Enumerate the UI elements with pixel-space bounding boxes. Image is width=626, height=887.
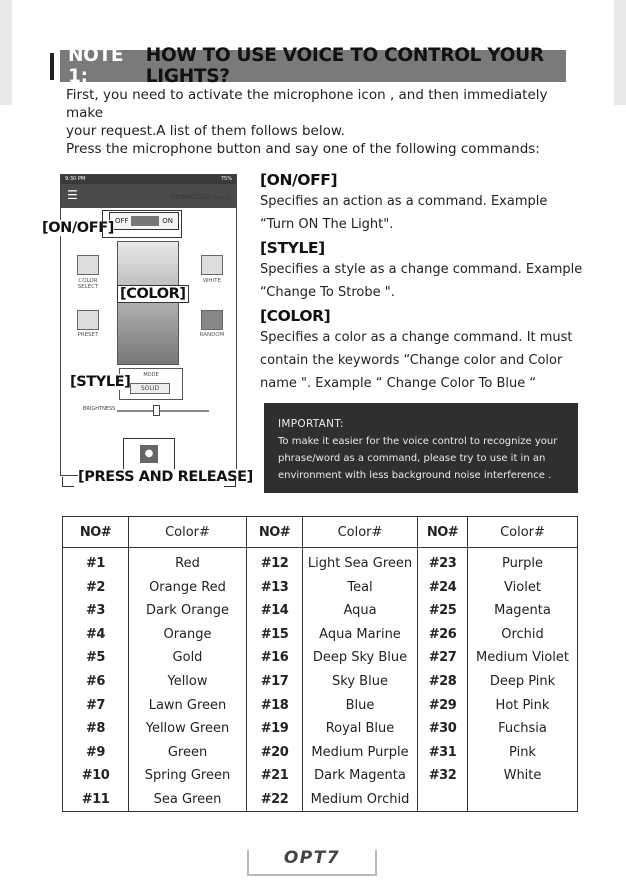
color-name-cell: White xyxy=(468,764,578,788)
phone-mic-button xyxy=(123,438,175,470)
color-number-cell: #14 xyxy=(247,599,303,623)
color-number-cell: #32 xyxy=(418,764,468,788)
color-name-cell: Deep Sky Blue xyxy=(303,646,418,670)
color-number-cell: #29 xyxy=(418,693,468,717)
color-name-cell xyxy=(468,787,578,811)
color-name-cell: Pink xyxy=(468,740,578,764)
callout-on-off: [ON/OFF] xyxy=(42,220,114,236)
color-number-cell: #18 xyxy=(247,693,303,717)
color-table-body xyxy=(63,548,578,812)
table-row xyxy=(63,670,578,694)
color-name-cell: Yellow xyxy=(129,670,247,694)
color-name-cell: Gold xyxy=(129,646,247,670)
callout-style: [STYLE] xyxy=(70,374,131,390)
important-line-2: phrase/word as a command, please try to use it in an xyxy=(278,453,546,464)
color-number-cell: #15 xyxy=(247,623,303,647)
callout-press-frame-left xyxy=(62,477,74,487)
command-on-off-line-2: “Turn ON The Light". xyxy=(260,217,394,232)
phone-color-panel xyxy=(117,241,179,365)
color-name-cell: Purple xyxy=(468,548,578,576)
color-name-cell: Medium Violet xyxy=(468,646,578,670)
color-number-cell: #7 xyxy=(86,697,105,713)
color-number-cell: #3 xyxy=(86,603,105,619)
command-on-off-line-1: Specifies an action as a command. Example xyxy=(260,194,548,209)
command-explanations xyxy=(260,170,590,397)
header-color-2: Color# xyxy=(303,517,418,548)
phone-status-bar xyxy=(61,175,236,184)
preset-icon xyxy=(77,310,99,330)
color-name-cell: Orchid xyxy=(468,623,578,647)
command-color-heading: [COLOR] xyxy=(260,307,331,325)
table-row xyxy=(63,646,578,670)
phone-brightness-label: BRIGHTNESS xyxy=(83,406,116,412)
color-select-icon xyxy=(77,255,99,275)
phone-solid-label: SOLID xyxy=(130,383,170,394)
color-number-cell: #26 xyxy=(418,623,468,647)
color-name-cell: Lawn Green xyxy=(129,693,247,717)
header-color-3: Color# xyxy=(468,517,578,548)
section-title xyxy=(60,45,566,87)
color-number-cell: #11 xyxy=(81,791,110,807)
color-number-cell: #25 xyxy=(418,599,468,623)
phone-mode-label: MODE xyxy=(143,372,159,378)
random-label: RANDOM xyxy=(199,332,225,338)
white-icon xyxy=(201,255,223,275)
white-label: WHITE xyxy=(202,278,222,284)
color-name-cell: Spring Green xyxy=(129,764,247,788)
color-name-cell: Sea Green xyxy=(129,787,247,811)
command-style-heading: [STYLE] xyxy=(260,239,325,257)
command-style-line-2: “Change To Strobe ". xyxy=(260,285,395,300)
color-name-cell: Medium Purple xyxy=(303,740,418,764)
color-number-cell: #9 xyxy=(86,744,105,760)
command-color-line-2: contain the keywords “Change color and Color xyxy=(260,353,563,368)
command-color xyxy=(260,306,590,395)
table-row xyxy=(63,548,578,576)
microphone-icon: ● xyxy=(140,445,158,463)
intro-text xyxy=(66,86,586,158)
color-name-cell: Medium Orchid xyxy=(303,787,418,811)
color-name-cell: Royal Blue xyxy=(303,717,418,741)
table-row xyxy=(63,599,578,623)
color-name-cell: Deep Pink xyxy=(468,670,578,694)
title-marker xyxy=(50,53,54,80)
color-number-cell: #27 xyxy=(418,646,468,670)
color-name-cell: Blue xyxy=(303,693,418,717)
table-row xyxy=(63,764,578,788)
table-row xyxy=(63,740,578,764)
important-notice xyxy=(264,403,578,493)
color-number-cell: #4 xyxy=(86,626,105,642)
phone-battery: 75% xyxy=(220,176,232,182)
table-row xyxy=(63,787,578,811)
color-number-cell: #22 xyxy=(247,787,303,811)
color-number-cell: #6 xyxy=(86,674,105,690)
color-name-cell: Red xyxy=(129,548,247,576)
color-table xyxy=(62,516,578,812)
color-name-cell: Orange Red xyxy=(129,576,247,600)
color-name-cell: Dark Orange xyxy=(129,599,247,623)
important-line-1: To make it easier for the voice control to recognize your xyxy=(278,436,558,447)
color-number-cell: #10 xyxy=(81,768,110,784)
color-name-cell: Sky Blue xyxy=(303,670,418,694)
header-color-1: Color# xyxy=(129,517,247,548)
phone-off-label: OFF xyxy=(115,217,129,225)
command-style-line-1: Specifies a style as a change command. Example xyxy=(260,262,583,277)
color-name-cell: Light Sea Green xyxy=(303,548,418,576)
color-number-cell: #8 xyxy=(86,721,105,737)
intro-line-2: your request.A list of them follows below. xyxy=(66,123,345,139)
phone-connected-label: CONNECTED ○—○ xyxy=(171,194,230,201)
phone-time: 9:30 PM xyxy=(65,176,86,182)
color-number-cell: #23 xyxy=(418,548,468,576)
header-no-1: NO# xyxy=(63,517,129,548)
color-number-cell: #1 xyxy=(86,556,105,572)
important-heading: IMPORTANT: xyxy=(278,418,344,430)
slider-knob-icon xyxy=(153,405,160,416)
phone-brightness-slider xyxy=(117,410,209,412)
header-no-2: NO# xyxy=(247,517,303,548)
hamburger-menu-icon: ☰ xyxy=(67,188,78,202)
color-number-cell: #28 xyxy=(418,670,468,694)
intro-line-3: Press the microphone button and say one of the following commands: xyxy=(66,141,540,157)
title-text: HOW TO USE VOICE TO CONTROL YOUR LIGHTS? xyxy=(145,45,544,87)
color-name-cell: Teal xyxy=(303,576,418,600)
opt7-logo: OPT7 xyxy=(247,850,377,876)
table-row xyxy=(63,693,578,717)
color-name-cell: Fuchsia xyxy=(468,717,578,741)
table-row xyxy=(63,623,578,647)
color-name-cell: Orange xyxy=(129,623,247,647)
phone-on-label: ON xyxy=(162,217,173,225)
color-name-cell: Yellow Green xyxy=(129,717,247,741)
important-line-3: environment with less background noise interference . xyxy=(278,470,552,481)
color-number-cell: #24 xyxy=(418,576,468,600)
color-number-cell: #21 xyxy=(247,764,303,788)
color-number-cell xyxy=(418,787,468,811)
header-no-3: NO# xyxy=(418,517,468,548)
random-icon xyxy=(201,310,223,330)
color-name-cell: Violet xyxy=(468,576,578,600)
color-name-cell: Magenta xyxy=(468,599,578,623)
right-edge-strip xyxy=(614,0,626,105)
callout-color: [COLOR] xyxy=(117,285,189,303)
left-edge-strip xyxy=(0,0,12,105)
color-name-cell: Aqua Marine xyxy=(303,623,418,647)
color-number-cell: #13 xyxy=(247,576,303,600)
color-name-cell: Green xyxy=(129,740,247,764)
color-name-cell: Aqua xyxy=(303,599,418,623)
table-row xyxy=(63,717,578,741)
preset-label: PRESET xyxy=(77,332,99,338)
callout-press-frame-right xyxy=(224,477,236,487)
color-number-cell: #31 xyxy=(418,740,468,764)
color-number-cell: #2 xyxy=(86,579,105,595)
command-on-off xyxy=(260,170,590,236)
color-name-cell: Dark Magenta xyxy=(303,764,418,788)
color-number-cell: #12 xyxy=(247,548,303,576)
color-select-label: COLOR SELECT xyxy=(77,278,99,290)
command-color-line-3: name ". Example “ Change Color To Blue “ xyxy=(260,376,537,391)
color-number-cell: #19 xyxy=(247,717,303,741)
color-number-cell: #17 xyxy=(247,670,303,694)
color-number-cell: #16 xyxy=(247,646,303,670)
color-number-cell: #30 xyxy=(418,717,468,741)
callout-on-off-frame xyxy=(102,210,182,238)
intro-line-1: First, you need to activate the microphone icon , and then immediately make xyxy=(66,87,548,121)
command-color-line-1: Specifies a color as a change command. It must xyxy=(260,330,573,345)
command-style xyxy=(260,238,590,304)
table-header-row xyxy=(63,517,578,548)
color-number-cell: #20 xyxy=(247,740,303,764)
table-row xyxy=(63,576,578,600)
callout-press-release: [PRESS AND RELEASE] xyxy=(78,469,253,485)
color-name-cell: Hot Pink xyxy=(468,693,578,717)
command-on-off-heading: [ON/OFF] xyxy=(260,171,338,189)
color-number-cell: #5 xyxy=(86,650,105,666)
title-note-label: NOTE 1: xyxy=(68,45,124,87)
